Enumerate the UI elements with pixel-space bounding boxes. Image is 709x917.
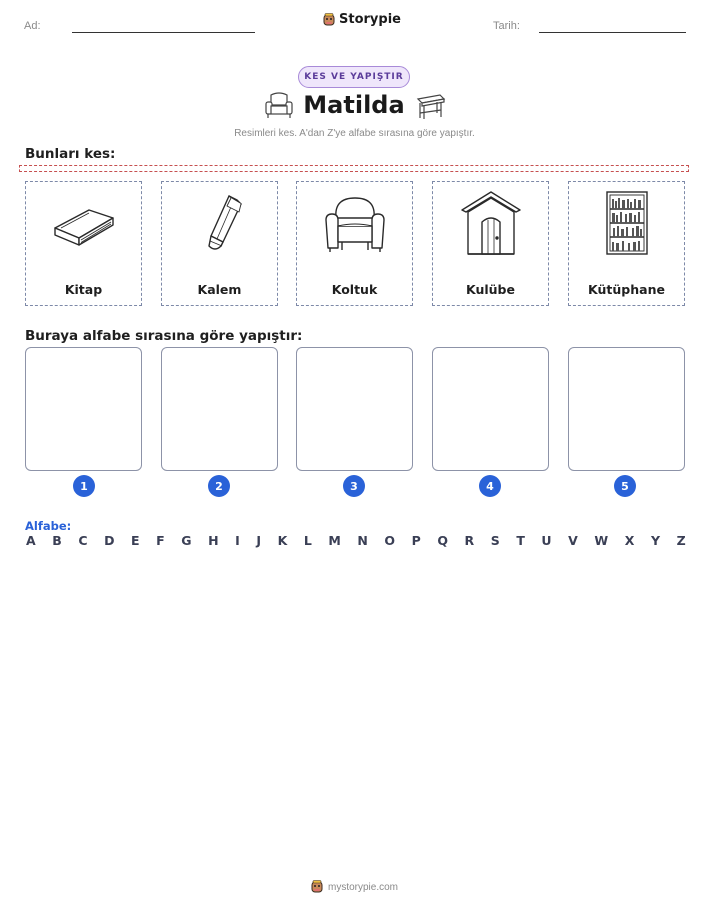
cut-card-kulube[interactable] (432, 181, 549, 306)
alphabet-letter: N (357, 533, 368, 548)
cut-card-kalem[interactable] (161, 181, 278, 306)
alphabet-letter: R (464, 533, 475, 548)
alphabet-letter: K (277, 533, 288, 548)
slot-number-3: 3 (343, 475, 365, 497)
date-line[interactable] (539, 32, 686, 33)
storypie-mascot-icon (311, 880, 323, 894)
paste-slot-5[interactable] (568, 347, 685, 471)
footer-site[interactable]: mystorypie.com (327, 881, 398, 893)
paste-heading: Buraya alfabe sırasına göre yapıştır: (25, 328, 303, 344)
card-label: Kalem (197, 282, 242, 297)
footer (0, 880, 709, 894)
alphabet-letter: W (594, 533, 609, 548)
alphabet-letter: O (384, 533, 396, 548)
name-line[interactable] (72, 32, 255, 33)
slot-number-5: 5 (614, 475, 636, 497)
alphabet-letter: Y (650, 533, 660, 548)
bookshelf-icon (592, 188, 662, 258)
date-label: Tarih: (493, 20, 520, 32)
card-label: Kitap (64, 282, 103, 297)
alphabet-letter: Q (437, 533, 448, 548)
hut-icon (456, 188, 526, 258)
alphabet-letter: L (303, 533, 312, 548)
brand-name: Storypie (339, 12, 401, 27)
cut-guide-line (19, 165, 689, 172)
slot-number-4: 4 (479, 475, 501, 497)
cut-card-kutuphane[interactable] (568, 181, 685, 306)
alphabet-letter: U (541, 533, 552, 548)
card-label: Kulübe (466, 282, 515, 297)
pencil-icon (185, 188, 255, 258)
alphabet-letter: C (78, 533, 88, 548)
alphabet-letter: X (624, 533, 635, 548)
alphabet-letter: D (104, 533, 115, 548)
cut-card-koltuk[interactable] (296, 181, 413, 306)
alphabet-letter: I (235, 533, 240, 548)
alphabet-letter: M (328, 533, 341, 548)
slot-number-1: 1 (73, 475, 95, 497)
stool-icon (414, 93, 446, 121)
paste-slot-2[interactable] (161, 347, 278, 471)
alphabet-letter: F (156, 533, 165, 548)
worksheet-title: Matilda (303, 91, 405, 119)
alphabet-row (26, 533, 686, 548)
alphabet-letter: S (490, 533, 500, 548)
activity-badge: KES VE YAPIŞTIR (298, 66, 410, 88)
instructions: Resimleri kes. A'dan Z'ye alfabe sırasına göre yapıştır. (234, 128, 475, 139)
alphabet-letter: A (26, 533, 36, 548)
cut-heading: Bunları kes: (25, 146, 116, 162)
alphabet-label: Alfabe: (25, 519, 72, 533)
alphabet-letter: J (256, 533, 261, 548)
alphabet-letter: E (131, 533, 140, 548)
slot-number-2: 2 (208, 475, 230, 497)
storypie-mascot-icon (323, 13, 335, 27)
book-icon (49, 188, 119, 258)
alphabet-letter: T (516, 533, 525, 548)
alphabet-letter: G (181, 533, 192, 548)
alphabet-letter: P (411, 533, 421, 548)
armchair-icon (263, 91, 295, 121)
brand-logo (323, 12, 401, 27)
alphabet-letter: H (208, 533, 219, 548)
paste-slot-4[interactable] (432, 347, 549, 471)
armchair-icon (320, 188, 390, 258)
alphabet-letter: B (52, 533, 62, 548)
paste-slot-3[interactable] (296, 347, 413, 471)
alphabet-letter: V (568, 533, 578, 548)
name-label: Ad: (24, 20, 41, 32)
card-label: Kütüphane (588, 282, 665, 297)
paste-slot-1[interactable] (25, 347, 142, 471)
alphabet-letter: Z (676, 533, 686, 548)
cut-card-kitap[interactable] (25, 181, 142, 306)
card-label: Koltuk (331, 282, 378, 297)
